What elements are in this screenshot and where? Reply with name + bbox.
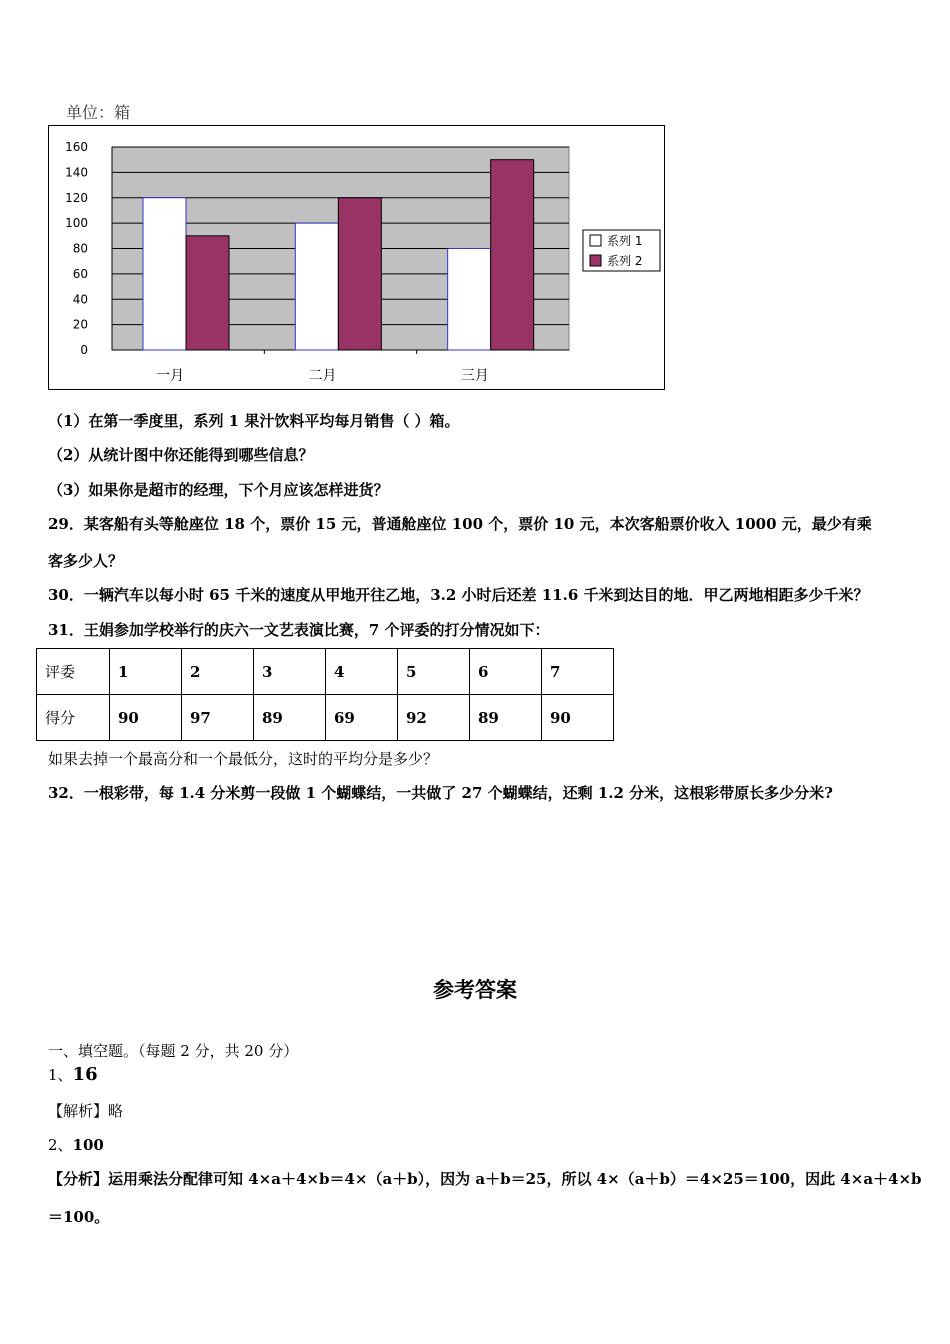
question-28-3: （3）如果你是超市的经理，下个月应该怎样进货？ (48, 481, 389, 499)
table-cell: 6 (470, 649, 542, 695)
table-cell: 4 (326, 649, 398, 695)
table-cell: 69 (326, 695, 398, 741)
y-tick-label: 80 (72, 241, 88, 256)
y-tick-label: 0 (80, 343, 88, 357)
question-31-intro: 31．王娟参加学校举行的庆六一文艺表演比赛，7 个评委的打分情况如下： (48, 621, 550, 639)
question-30: 30．一辆汽车以每小时 65 千米的速度从甲地开往乙地，3.2 小时后还差 11.6 千米到达目的地．甲乙两地相距多少千米？ (48, 586, 869, 604)
table-cell: 90 (542, 695, 614, 741)
y-tick-label: 140 (65, 165, 88, 180)
answer-2-label: 2、 (48, 1136, 73, 1154)
table-cell: 97 (182, 695, 254, 741)
y-tick-label: 20 (72, 317, 88, 332)
y-tick-label: 160 (65, 140, 88, 154)
legend-label: 系列 1 (607, 234, 643, 248)
table-cell: 3 (254, 649, 326, 695)
question-28-2: （2）从统计图中你还能得到哪些信息？ (48, 446, 314, 464)
table-cell: 90 (110, 695, 182, 741)
table-cell: 评委 (37, 649, 110, 695)
answer-1-value: 16 (72, 1064, 98, 1085)
bar-系列2-二月 (338, 198, 381, 350)
table-row (37, 649, 614, 695)
question-28-1: （1）在第一季度里，系列 1 果汁饮料平均每月销售（ ）箱。 (48, 412, 460, 430)
bar-系列2-三月 (491, 160, 534, 350)
legend-swatch (590, 235, 601, 246)
bar-系列2-一月 (186, 236, 229, 350)
question-29-line2: 客多少人？ (48, 552, 124, 570)
question-31-question: 如果去掉一个最高分和一个最低分，这时的平均分是多少？ (48, 750, 439, 768)
answer-1-label: 1、 (48, 1066, 73, 1084)
table-cell: 得分 (37, 695, 110, 741)
table-cell: 89 (470, 695, 542, 741)
table-cell: 5 (398, 649, 470, 695)
answer-2-analysis-line2: ＝100。 (48, 1208, 110, 1226)
y-tick-label: 40 (72, 292, 88, 307)
table-cell: 89 (254, 695, 326, 741)
answer-2-value: 100 (72, 1136, 104, 1154)
table-cell: 7 (542, 649, 614, 695)
answer-1 (48, 1064, 98, 1085)
y-tick-label: 120 (65, 190, 88, 205)
table-cell: 1 (110, 649, 182, 695)
x-tick-label: 二月 (308, 368, 337, 384)
table-cell: 92 (398, 695, 470, 741)
answer-2-analysis-line1: 【分析】运用乘法分配律可知 4×a＋4×b＝4×（a＋b），因为 a＋b＝25，所以 4×（a＋b）＝4×25＝100，因此 4×a＋4×b (48, 1170, 922, 1188)
y-tick-label: 60 (72, 266, 88, 281)
bar-系列1-三月 (448, 249, 491, 351)
answers-section-1: 一、填空题。（每题 2 分，共 20 分） (48, 1042, 299, 1060)
bar-chart (49, 126, 664, 389)
answer-1-analysis: 【解析】略 (48, 1102, 124, 1120)
bar-系列1-一月 (143, 198, 186, 350)
x-tick-label: 一月 (156, 368, 185, 384)
question-32: 32．一根彩带，每 1.4 分米剪一段做 1 个蝴蝶结，一共做了 27 个蝴蝶结，还剩 1.2 分米，这根彩带原长多少分米? (48, 784, 833, 802)
table-cell: 2 (182, 649, 254, 695)
bar-系列1-二月 (295, 223, 338, 350)
legend-swatch (590, 255, 601, 266)
answers-title: 参考答案 (433, 977, 517, 1002)
y-tick-label: 100 (65, 216, 88, 231)
question-29-line1: 29．某客船有头等舱座位 18 个，票价 15 元，普通舱座位 100 个，票价 10 元，本次客船票价收入 1000 元，最少有乘 (48, 515, 872, 533)
chart-unit-label: 单位：箱 (66, 103, 131, 122)
answer-2 (48, 1134, 104, 1155)
x-tick-label: 三月 (460, 368, 489, 384)
legend-label: 系列 2 (607, 254, 643, 268)
score-table (36, 648, 614, 741)
table-row (37, 695, 614, 741)
chart-frame (48, 125, 665, 390)
